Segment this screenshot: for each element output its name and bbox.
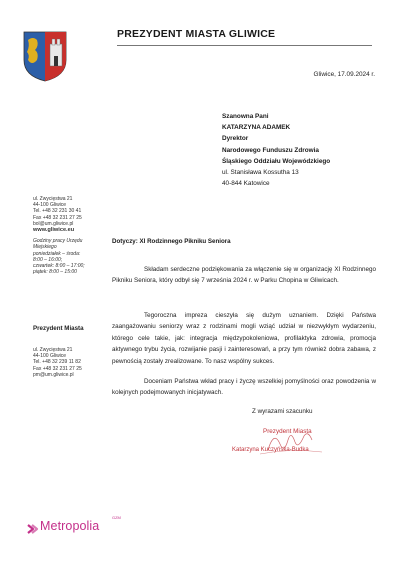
recipient-role: Dyrektor (222, 135, 249, 143)
hours-title-1: Godziny pracy Urzędu (33, 238, 83, 245)
recipient-street: ul. Stanisława Kossutha 13 (222, 169, 299, 177)
office-city: 44-100 Gliwice (33, 202, 67, 209)
metropolia-logo-sup: GZM (112, 515, 121, 520)
mayor-city: 44-100 Gliwice (33, 353, 67, 360)
body-p2-text: Tegoroczna impreza cieszyła się dużym uznaniem. Dzięki Państwa zaangażowaniu seniorzy wraz z rodzinami mogli wziąć udział w niezwykłym wydarzeniu, którego cele takie, jak: integracja międzypokoleniowa, profilaktyka zdrowia, promocja aktywnego trybu życia, rozwijanie pasji i zainteresowań, a przy tym również dobra zabawa, z pewnością zostały zrealizowane. To nasz wspólny sukces. (112, 312, 376, 365)
recipient-name: KATARZYNA ADAMEK (222, 124, 291, 132)
metropolia-arrow-icon (26, 522, 40, 536)
sidebar-mayor-title: Prezydent Miasta (33, 325, 84, 332)
recipient-org2: Śląskiego Oddziału Wojewódzkiego (222, 157, 331, 165)
mayor-email[interactable]: pm@um.gliwice.pl (33, 371, 74, 378)
hours-line-1: poniedziałek – środa: (33, 250, 81, 257)
signature-name: Katarzyna Kuczyńska-Budka (232, 447, 309, 453)
closing-phrase: Z wyrazami szacunku (252, 408, 313, 415)
sidebar-mayor-contact (33, 347, 82, 378)
body-p3-text: Doceniam Państwa wkład pracy i życzę wszelkiej pomyślności oraz powodzenia w kolejnych podejmowanych inicjatywach. (112, 378, 376, 397)
recipient-block (222, 111, 330, 189)
recipient-salutation: Szanowna Pani (222, 113, 269, 120)
mayor-street: ul. Zwycięstwa 21 (33, 347, 73, 353)
body-p1-text: Składam serdeczne podziękowania za włączenie się w organizację XI Rodzinnego Pikniku Seniora, który odbył się 7 września 2024 r. w Parku Chopina w Gliwicach. (112, 266, 376, 285)
recipient-org1: Narodowego Funduszu Zdrowia (222, 146, 319, 154)
metropolia-logo-text: Metropolia (40, 519, 100, 533)
letter-subject: Dotyczy: XI Rodzinnego Pikniku Seniora (112, 238, 231, 245)
hours-title-2: Miejskiego (33, 244, 57, 251)
mayor-fax: Fax +48 32 231 27 25 (33, 365, 82, 372)
office-street: ul. Zwycięstwa 21 (33, 196, 73, 202)
office-website[interactable]: www.gliwice.eu (33, 227, 75, 234)
recipient-city: 40-844 Katowice (222, 180, 270, 188)
office-fax: Fax +48 32 231 27 25 (33, 214, 82, 221)
hours-line-3: czwartek: 8:00 – 17:00; (33, 263, 85, 270)
hours-line-4: piątek: 8:00 – 15:00 (33, 269, 77, 276)
sidebar-office-contact (33, 196, 85, 275)
office-email[interactable]: bol@um.gliwice.pl (33, 220, 74, 227)
letter-date: Gliwice, 17.09.2024 r. (313, 71, 375, 78)
body-paragraph-1 (112, 264, 376, 287)
signature-scribble-icon (250, 420, 330, 460)
office-tel: Tel. +48 32 231 30 41 (33, 208, 82, 215)
signature-role: Prezydent Miasta (263, 428, 312, 435)
header-divider (117, 45, 372, 46)
header-title: PREZYDENT MIASTA GLIWICE (117, 28, 276, 40)
body-paragraph-3 (112, 376, 376, 399)
mayor-tel: Tel. +48 32 239 11 82 (33, 359, 81, 366)
body-paragraph-2 (112, 310, 376, 367)
hours-line-2: 8:00 – 16:00; (33, 256, 63, 263)
city-crest-icon (22, 30, 68, 82)
